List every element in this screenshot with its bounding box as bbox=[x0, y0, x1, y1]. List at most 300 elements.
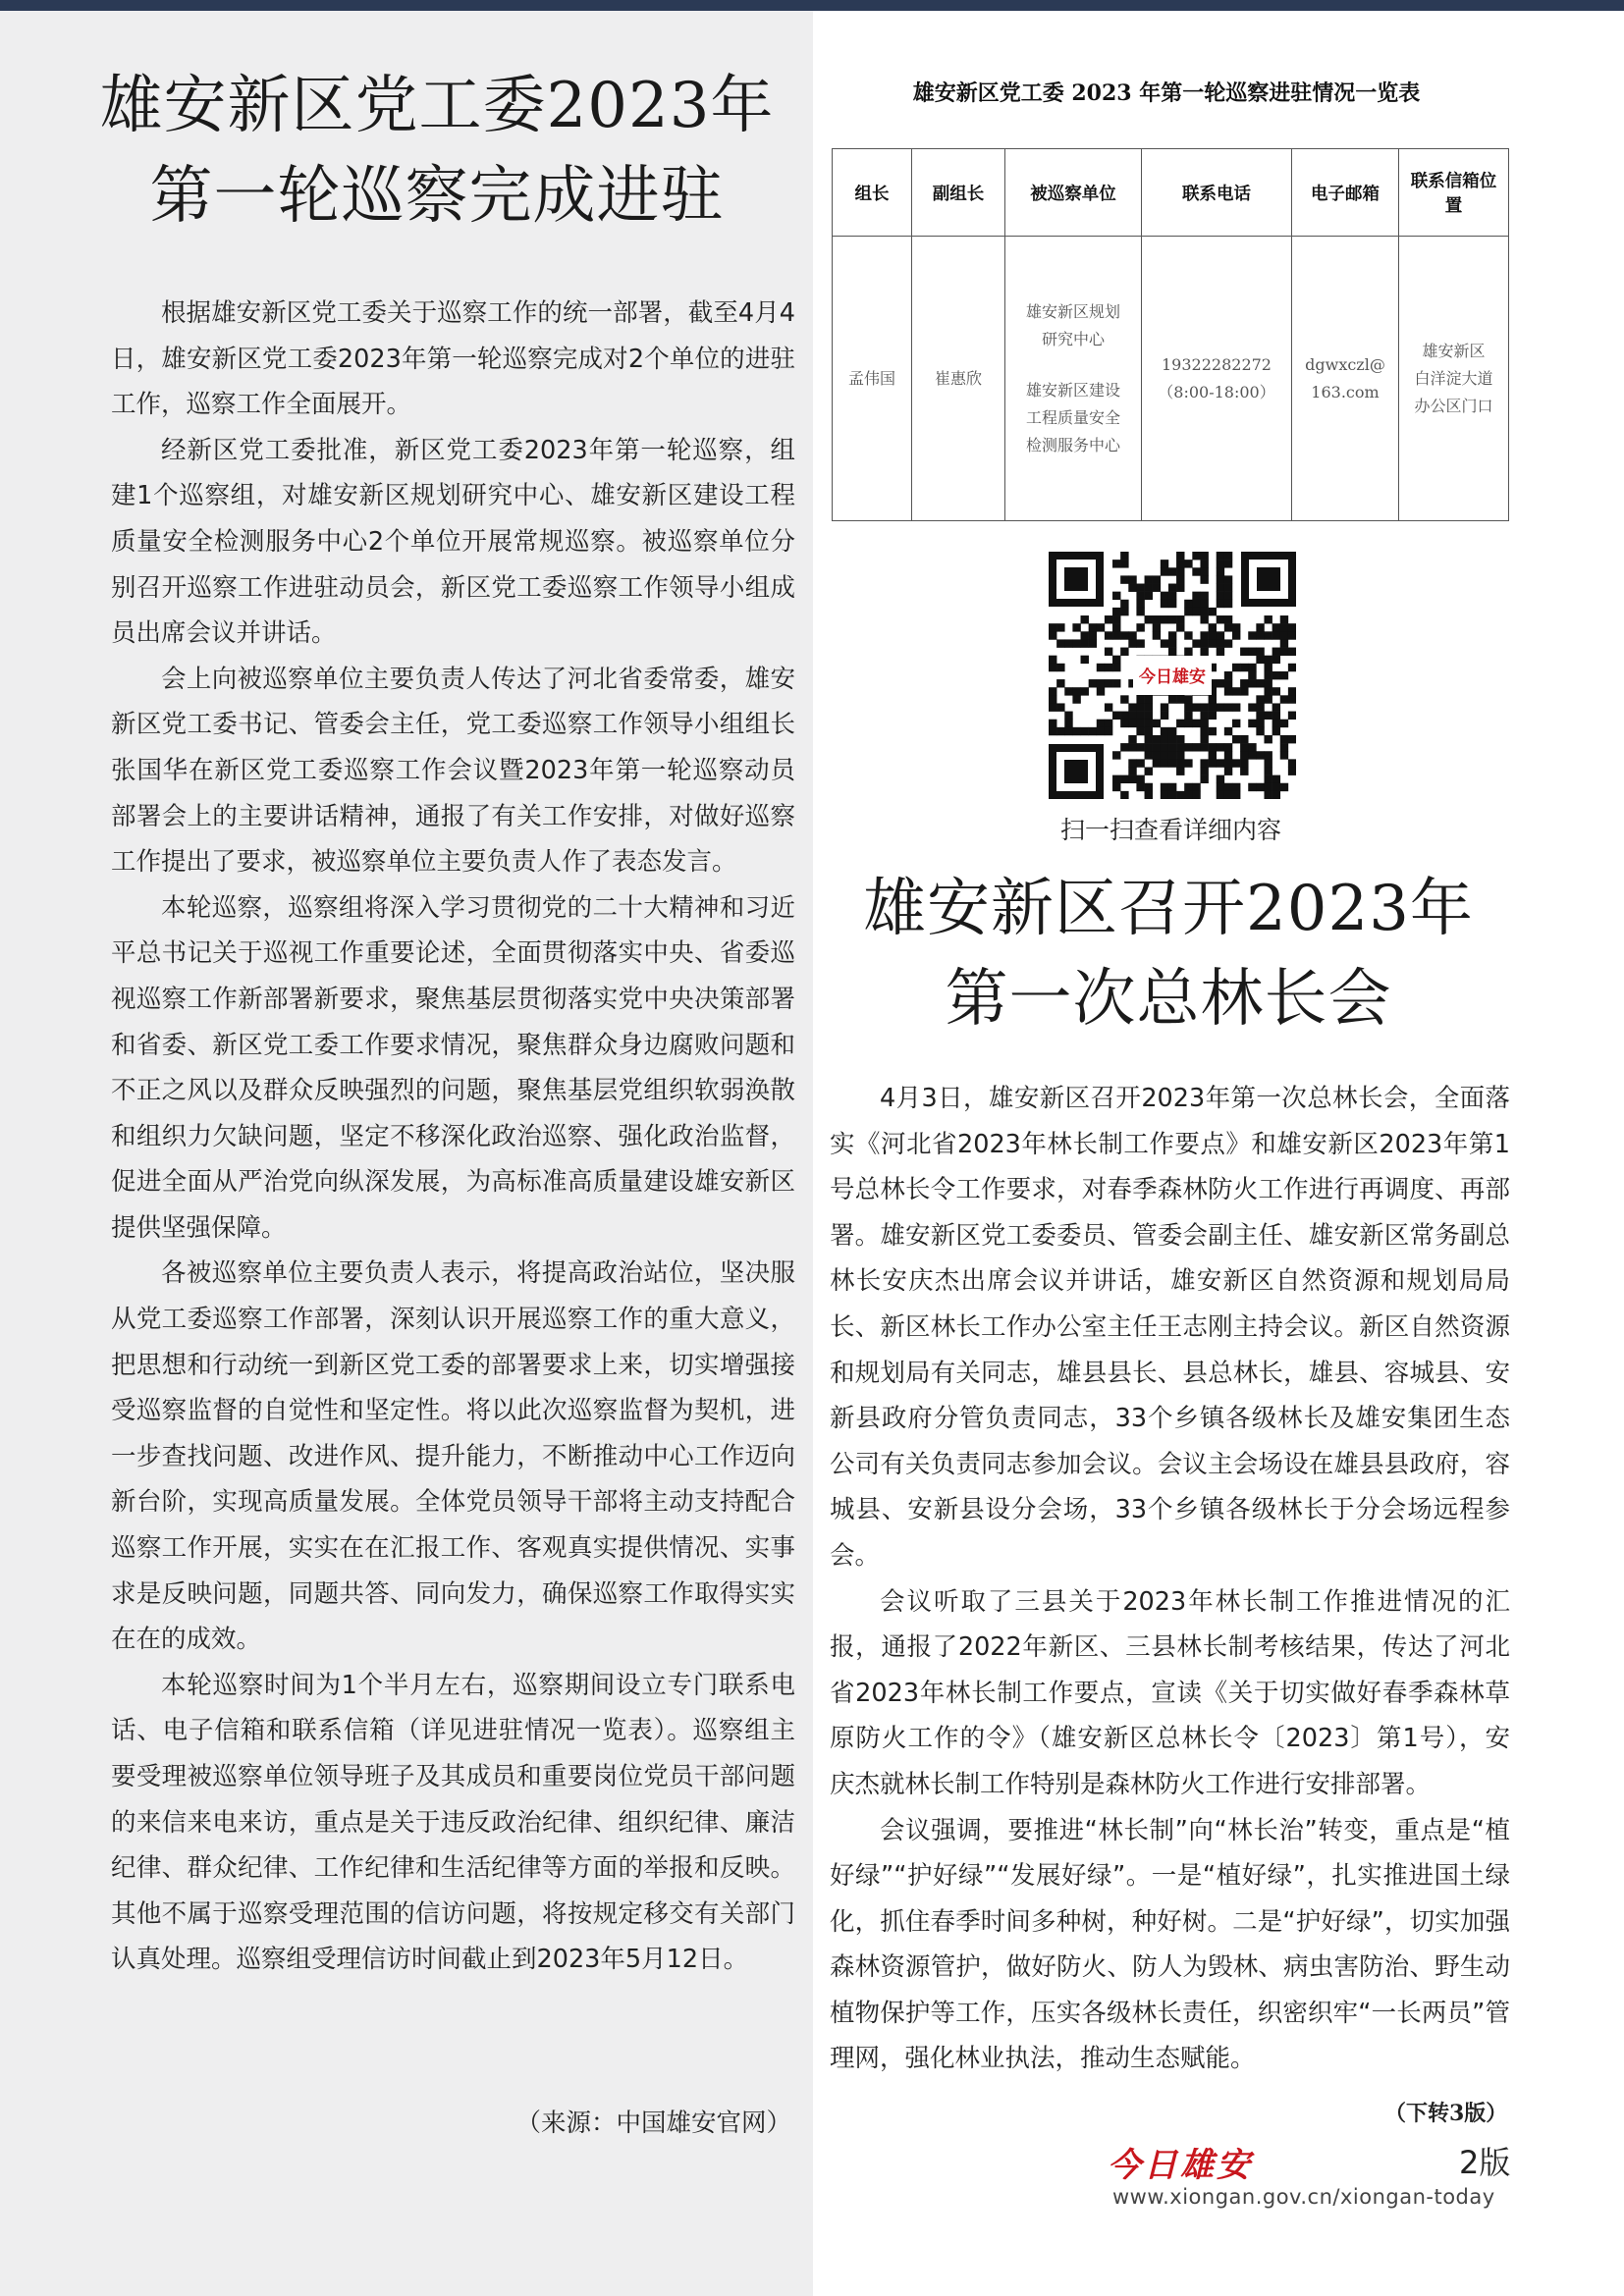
qr-module bbox=[1240, 751, 1248, 759]
qr-module bbox=[1161, 592, 1168, 600]
qr-module bbox=[1240, 648, 1248, 656]
qr-module bbox=[1256, 695, 1264, 703]
qr-module bbox=[1256, 751, 1264, 759]
qr-module bbox=[1145, 783, 1153, 791]
qr-module bbox=[1209, 639, 1217, 647]
qr-module bbox=[1112, 656, 1120, 664]
qr-module bbox=[1112, 615, 1120, 623]
qr-module bbox=[1136, 783, 1144, 791]
qr-module bbox=[1136, 695, 1144, 703]
qr-module bbox=[1145, 727, 1153, 735]
qr-module bbox=[1217, 679, 1224, 687]
left-paragraph: 经新区党工委批准，新区党工委2023年第一轮巡察，组建1个巡察组，对雄安新区规划研究中心、雄安新区建设工程质量安全检测服务中心2个单位开展常规巡察。被巡察单位分别召开巡察工作进驻动员会，新区党工委巡察工作领导小组成员出席会议并讲话。 bbox=[111, 435, 795, 649]
table-row bbox=[833, 237, 1509, 521]
qr-module bbox=[1224, 600, 1232, 608]
qr-module bbox=[1105, 648, 1112, 656]
qr-module bbox=[1153, 623, 1161, 631]
qr-module bbox=[1209, 631, 1217, 639]
qr-module bbox=[1224, 767, 1232, 774]
qr-module bbox=[1217, 567, 1224, 575]
mailbox-line: 雄安新区 bbox=[1422, 341, 1486, 360]
qr-module bbox=[1256, 648, 1264, 656]
table-header: 组长 bbox=[833, 149, 912, 237]
qr-module bbox=[1256, 720, 1264, 727]
qr-module bbox=[1248, 720, 1256, 727]
qr-module bbox=[1248, 631, 1256, 639]
qr-module bbox=[1153, 584, 1161, 592]
table-title: 雄安新区党工委 2023 年第一轮巡察进驻情况一览表 bbox=[912, 80, 1421, 106]
qr-module bbox=[1192, 552, 1200, 560]
qr-module bbox=[1240, 679, 1248, 687]
qr-module bbox=[1176, 735, 1184, 743]
qr-module bbox=[1200, 639, 1208, 647]
qr-module bbox=[1232, 623, 1240, 631]
qr-module bbox=[1217, 584, 1224, 592]
qr-module bbox=[1097, 664, 1105, 671]
qr-module bbox=[1264, 695, 1272, 703]
right-paragraph: 4月3日，雄安新区召开2023年第一次总林长会，全面落实《河北省2023年林长制工作要点》和雄安新区2023年第1号总林长令工作要求，对春季森林防火工作进行再调度、再部署。雄安新区党工委委员、管委会副主任、雄安新区常务副总林长安庆杰出席会议并讲话，雄安新区自然资源和规划局局长、新区林长工作办公室主任王志刚主持会议。新区自然资源和规划局有关同志，雄县县长、县总林长，雄县、容城县、安新县政府分管负责同志，33个乡镇各级林长及雄安集团生态公司有关负责同志参加会议。会议主会场设在雄县县政府，容城县、安新县设分会场，33个乡镇各级林长于分会场远程参会。 bbox=[830, 1084, 1510, 1571]
qr-module bbox=[1145, 743, 1153, 751]
qr-module bbox=[1161, 759, 1168, 767]
qr-module bbox=[1176, 751, 1184, 759]
qr-module bbox=[1264, 783, 1272, 791]
qr-module bbox=[1081, 631, 1089, 639]
qr-module bbox=[1209, 743, 1217, 751]
qr-module bbox=[1128, 639, 1136, 647]
qr-module bbox=[1288, 631, 1296, 639]
qr-module bbox=[1264, 664, 1272, 671]
qr-module bbox=[1232, 783, 1240, 791]
qr-module bbox=[1272, 712, 1280, 720]
qr-module bbox=[1200, 567, 1208, 575]
qr-module bbox=[1064, 687, 1072, 695]
qr-module bbox=[1192, 600, 1200, 608]
qr-module bbox=[1240, 743, 1248, 751]
qr-module bbox=[1200, 560, 1208, 567]
email-line: dgwxczl@ bbox=[1305, 354, 1385, 374]
qr-module bbox=[1072, 623, 1080, 631]
qr-module bbox=[1145, 735, 1153, 743]
website-link[interactable]: www.xiongan.gov.cn/xiongan-today bbox=[1112, 2185, 1495, 2209]
qr-module bbox=[1168, 648, 1176, 656]
qr-module bbox=[1200, 631, 1208, 639]
qr-module bbox=[1168, 600, 1176, 608]
qr-module bbox=[1161, 639, 1168, 647]
continued-note: （下转3版） bbox=[1384, 2101, 1508, 2126]
qr-module bbox=[1192, 592, 1200, 600]
qr-module bbox=[1232, 735, 1240, 743]
qr-module bbox=[1176, 623, 1184, 631]
qr-module bbox=[1288, 695, 1296, 703]
qr-module bbox=[1256, 727, 1264, 735]
qr-code[interactable] bbox=[1049, 552, 1296, 799]
qr-module bbox=[1128, 575, 1136, 583]
qr-module bbox=[1056, 727, 1064, 735]
right-title-line-1: 雄安新区召开2023年 bbox=[863, 873, 1474, 945]
qr-finder-bottom-left bbox=[1049, 744, 1104, 799]
qr-module bbox=[1176, 584, 1184, 592]
qr-module bbox=[1081, 639, 1089, 647]
qr-module bbox=[1256, 703, 1264, 711]
qr-module bbox=[1217, 552, 1224, 560]
qr-module bbox=[1105, 631, 1112, 639]
qr-module bbox=[1240, 735, 1248, 743]
qr-module bbox=[1176, 759, 1184, 767]
cell-phone bbox=[1142, 237, 1292, 521]
qr-module bbox=[1112, 712, 1120, 720]
qr-module bbox=[1232, 664, 1240, 671]
qr-module bbox=[1272, 791, 1280, 799]
qr-module bbox=[1248, 703, 1256, 711]
qr-module bbox=[1200, 727, 1208, 735]
table-header: 联系电话 bbox=[1142, 149, 1292, 237]
phone-hours: （8:00-18:00） bbox=[1158, 382, 1275, 401]
qr-module bbox=[1168, 743, 1176, 751]
qr-module bbox=[1136, 584, 1144, 592]
qr-module bbox=[1217, 743, 1224, 751]
qr-module bbox=[1097, 623, 1105, 631]
mailbox-line: 办公区门口 bbox=[1414, 396, 1493, 415]
qr-module bbox=[1209, 623, 1217, 631]
qr-module bbox=[1161, 560, 1168, 567]
qr-module bbox=[1200, 600, 1208, 608]
table-header-row bbox=[833, 149, 1509, 237]
qr-module bbox=[1209, 759, 1217, 767]
qr-module bbox=[1145, 695, 1153, 703]
qr-module bbox=[1136, 600, 1144, 608]
qr-module bbox=[1112, 664, 1120, 671]
qr-module bbox=[1128, 767, 1136, 774]
qr-module bbox=[1224, 743, 1232, 751]
qr-module bbox=[1217, 631, 1224, 639]
qr-module bbox=[1089, 631, 1097, 639]
qr-module bbox=[1184, 720, 1192, 727]
qr-module bbox=[1049, 687, 1056, 695]
qr-module bbox=[1153, 575, 1161, 583]
qr-module bbox=[1209, 703, 1217, 711]
qr-module bbox=[1256, 679, 1264, 687]
qr-module bbox=[1056, 703, 1064, 711]
qr-module bbox=[1049, 631, 1056, 639]
qr-module bbox=[1161, 751, 1168, 759]
qr-module bbox=[1112, 623, 1120, 631]
qr-module bbox=[1176, 720, 1184, 727]
qr-module bbox=[1272, 687, 1280, 695]
qr-module bbox=[1112, 560, 1120, 567]
qr-module bbox=[1272, 703, 1280, 711]
qr-module bbox=[1217, 648, 1224, 656]
cell-units bbox=[1005, 237, 1142, 521]
qr-module bbox=[1161, 743, 1168, 751]
qr-module bbox=[1217, 783, 1224, 791]
qr-module bbox=[1288, 735, 1296, 743]
qr-module bbox=[1145, 703, 1153, 711]
qr-module bbox=[1224, 727, 1232, 735]
table-header: 联系信箱位置 bbox=[1399, 149, 1509, 237]
qr-module bbox=[1161, 615, 1168, 623]
qr-module bbox=[1232, 631, 1240, 639]
unit-line: 雄安新区建设 bbox=[1025, 380, 1120, 400]
qr-module bbox=[1145, 592, 1153, 600]
qr-module bbox=[1200, 775, 1208, 783]
qr-module bbox=[1145, 584, 1153, 592]
qr-module bbox=[1264, 759, 1272, 767]
qr-module bbox=[1288, 623, 1296, 631]
qr-module bbox=[1200, 759, 1208, 767]
cell-email bbox=[1292, 237, 1399, 521]
qr-module bbox=[1248, 751, 1256, 759]
qr-finder-top-left bbox=[1049, 552, 1104, 607]
qr-module bbox=[1184, 648, 1192, 656]
qr-module bbox=[1264, 679, 1272, 687]
unit-line: 研究中心 bbox=[1041, 329, 1105, 348]
qr-module bbox=[1049, 623, 1056, 631]
qr-module bbox=[1192, 720, 1200, 727]
qr-module bbox=[1064, 720, 1072, 727]
qr-logo-text: 今日雄安 bbox=[1139, 667, 1206, 686]
qr-module bbox=[1128, 775, 1136, 783]
qr-module bbox=[1128, 703, 1136, 711]
qr-module bbox=[1224, 671, 1232, 679]
qr-module bbox=[1081, 687, 1089, 695]
qr-module bbox=[1200, 592, 1208, 600]
qr-module bbox=[1145, 615, 1153, 623]
qr-module bbox=[1153, 720, 1161, 727]
qr-module bbox=[1280, 783, 1288, 791]
qr-module bbox=[1064, 712, 1072, 720]
qr-module bbox=[1153, 759, 1161, 767]
qr-module bbox=[1264, 671, 1272, 679]
qr-module bbox=[1184, 560, 1192, 567]
left-title-line-1: 雄安新区党工委2023年 bbox=[99, 70, 775, 142]
qr-module bbox=[1184, 791, 1192, 799]
qr-module bbox=[1072, 687, 1080, 695]
page-number: 2版 bbox=[1459, 2144, 1511, 2181]
qr-module bbox=[1184, 712, 1192, 720]
qr-module bbox=[1105, 664, 1112, 671]
qr-module bbox=[1209, 608, 1217, 615]
qr-module bbox=[1184, 759, 1192, 767]
qr-module bbox=[1200, 735, 1208, 743]
qr-module bbox=[1128, 712, 1136, 720]
qr-module bbox=[1136, 592, 1144, 600]
qr-finder-top-right bbox=[1241, 552, 1296, 607]
qr-module bbox=[1224, 679, 1232, 687]
qr-module bbox=[1217, 615, 1224, 623]
qr-module bbox=[1176, 567, 1184, 575]
left-paragraph: 本轮巡察时间为1个半月左右，巡察期间设立专门联系电话、电子信箱和联系信箱（详见进驻情况一览表）。巡察组主要受理被巡察单位领导班子及其成员和重要岗位党员干部问题的来信来电来访，重点是关于违反政治纪律、组织纪律、廉洁纪律、群众纪律、工作纪律和生活纪律等方面的举报和反映。其他不属于巡察受理范围的信访问题，将按规定移交有关部门认真处理。巡察组受理信访时间截止到2023年5月12日。 bbox=[111, 1670, 795, 1975]
qr-module bbox=[1184, 631, 1192, 639]
unit-line: 检测服务中心 bbox=[1025, 435, 1120, 454]
qr-module bbox=[1120, 695, 1128, 703]
qr-module bbox=[1176, 552, 1184, 560]
qr-module bbox=[1240, 767, 1248, 774]
qr-module bbox=[1136, 623, 1144, 631]
qr-module bbox=[1128, 743, 1136, 751]
qr-module bbox=[1232, 720, 1240, 727]
qr-module bbox=[1120, 631, 1128, 639]
qr-module bbox=[1209, 751, 1217, 759]
brand-logo: 今日雄安 bbox=[1108, 2146, 1253, 2185]
qr-module bbox=[1217, 600, 1224, 608]
qr-module bbox=[1049, 664, 1056, 671]
qr-module bbox=[1192, 567, 1200, 575]
qr-module bbox=[1280, 743, 1288, 751]
qr-module bbox=[1168, 791, 1176, 799]
qr-module bbox=[1280, 735, 1288, 743]
qr-module bbox=[1072, 639, 1080, 647]
qr-module bbox=[1112, 592, 1120, 600]
qr-module bbox=[1264, 687, 1272, 695]
inspection-table bbox=[832, 148, 1509, 521]
qr-module bbox=[1105, 703, 1112, 711]
qr-module bbox=[1081, 727, 1089, 735]
qr-module bbox=[1264, 775, 1272, 783]
qr-module bbox=[1056, 623, 1064, 631]
qr-module bbox=[1136, 743, 1144, 751]
right-paragraph: 会议强调，要推进“林长制”向“林长治”转变，重点是“植好绿”“护好绿”“发展好绿”。一是“植好绿”，扎实推进国土绿化，抓住春季时间多种树，种好树。二是“护好绿”，切实加强森林资源管护，做好防火、防人为毁林、病虫害防治、野生动植物保护等工作，压实各级林长责任，织密织牢“一长两员”管理网，强化林业执法，推动生态赋能。 bbox=[830, 1815, 1510, 2074]
qr-module bbox=[1280, 671, 1288, 679]
qr-module bbox=[1288, 759, 1296, 767]
qr-module bbox=[1153, 743, 1161, 751]
table-header: 被巡察单位 bbox=[1005, 149, 1142, 237]
qr-module bbox=[1272, 783, 1280, 791]
qr-module bbox=[1168, 631, 1176, 639]
qr-module bbox=[1184, 695, 1192, 703]
top-accent-bar bbox=[0, 0, 1624, 11]
qr-module bbox=[1097, 720, 1105, 727]
table-header: 电子邮箱 bbox=[1292, 149, 1399, 237]
qr-module bbox=[1240, 759, 1248, 767]
qr-module bbox=[1112, 775, 1120, 783]
cell-deputy: 崔惠欣 bbox=[912, 237, 1005, 521]
article-source: （来源：中国雄安官网） bbox=[515, 2109, 791, 2138]
qr-module bbox=[1209, 712, 1217, 720]
qr-module bbox=[1264, 791, 1272, 799]
qr-module bbox=[1200, 712, 1208, 720]
qr-module bbox=[1256, 783, 1264, 791]
qr-module bbox=[1217, 592, 1224, 600]
qr-module bbox=[1248, 648, 1256, 656]
qr-module bbox=[1161, 600, 1168, 608]
qr-module bbox=[1105, 615, 1112, 623]
qr-module bbox=[1224, 783, 1232, 791]
qr-module bbox=[1168, 695, 1176, 703]
qr-module bbox=[1112, 783, 1120, 791]
qr-module bbox=[1145, 575, 1153, 583]
qr-module bbox=[1280, 639, 1288, 647]
qr-module bbox=[1200, 703, 1208, 711]
qr-module bbox=[1232, 703, 1240, 711]
qr-module bbox=[1136, 712, 1144, 720]
qr-module bbox=[1184, 608, 1192, 615]
qr-module bbox=[1248, 783, 1256, 791]
qr-module bbox=[1217, 791, 1224, 799]
right-article-title bbox=[825, 864, 1512, 1044]
mailbox-line: 白洋淀大道 bbox=[1414, 368, 1493, 388]
qr-module bbox=[1049, 695, 1056, 703]
qr-module bbox=[1145, 720, 1153, 727]
qr-module bbox=[1120, 648, 1128, 656]
qr-module bbox=[1081, 615, 1089, 623]
qr-module bbox=[1153, 631, 1161, 639]
qr-module bbox=[1232, 759, 1240, 767]
qr-module bbox=[1161, 783, 1168, 791]
qr-module bbox=[1192, 743, 1200, 751]
qr-module bbox=[1097, 679, 1105, 687]
email-line: 163.com bbox=[1311, 382, 1380, 401]
qr-module bbox=[1217, 759, 1224, 767]
qr-module bbox=[1064, 727, 1072, 735]
qr-module bbox=[1176, 560, 1184, 567]
qr-module bbox=[1224, 560, 1232, 567]
qr-module bbox=[1145, 791, 1153, 799]
qr-module bbox=[1272, 656, 1280, 664]
qr-module bbox=[1264, 751, 1272, 759]
qr-module bbox=[1272, 671, 1280, 679]
qr-module bbox=[1224, 791, 1232, 799]
qr-module bbox=[1176, 695, 1184, 703]
qr-module bbox=[1256, 631, 1264, 639]
unit-line: 工程质量安全 bbox=[1025, 407, 1120, 427]
cell-leader: 孟伟国 bbox=[833, 237, 912, 521]
qr-module bbox=[1232, 687, 1240, 695]
left-paragraph: 会上向被巡察单位主要负责人传达了河北省委常委，雄安新区党工委书记、管委会主任，党工委巡察工作领导小组组长张国华在新区党工委巡察工作会议暨2023年第一轮巡察动员部署会上的主要讲话精神，通报了有关工作安排，对做好巡察工作提出了要求，被巡察单位主要负责人作了表态发言。 bbox=[111, 664, 795, 878]
qr-module bbox=[1153, 735, 1161, 743]
qr-module bbox=[1217, 703, 1224, 711]
qr-module bbox=[1072, 695, 1080, 703]
qr-module bbox=[1184, 703, 1192, 711]
qr-module bbox=[1200, 575, 1208, 583]
qr-module bbox=[1168, 592, 1176, 600]
qr-module bbox=[1240, 687, 1248, 695]
qr-module bbox=[1089, 639, 1097, 647]
qr-module bbox=[1145, 767, 1153, 774]
qr-module bbox=[1120, 720, 1128, 727]
qr-module bbox=[1280, 648, 1288, 656]
qr-module bbox=[1168, 735, 1176, 743]
qr-module bbox=[1280, 615, 1288, 623]
qr-module bbox=[1224, 687, 1232, 695]
qr-module bbox=[1089, 727, 1097, 735]
left-paragraph: 根据雄安新区党工委关于巡察工作的统一部署，截至4月4日，雄安新区党工委2023年第一轮巡察完成对2个单位的进驻工作，巡察工作全面展开。 bbox=[111, 298, 795, 420]
qr-module bbox=[1200, 552, 1208, 560]
qr-module bbox=[1089, 623, 1097, 631]
qr-module bbox=[1128, 720, 1136, 727]
left-article-title bbox=[79, 61, 795, 241]
qr-module bbox=[1120, 791, 1128, 799]
qr-module bbox=[1112, 631, 1120, 639]
unit-line: 雄安新区规划 bbox=[1025, 301, 1120, 321]
qr-module bbox=[1128, 735, 1136, 743]
qr-module bbox=[1153, 615, 1161, 623]
qr-module bbox=[1192, 608, 1200, 615]
qr-module bbox=[1280, 751, 1288, 759]
qr-module bbox=[1184, 743, 1192, 751]
qr-module bbox=[1168, 751, 1176, 759]
qr-module bbox=[1049, 703, 1056, 711]
qr-module bbox=[1288, 712, 1296, 720]
qr-module bbox=[1097, 727, 1105, 735]
qr-module bbox=[1272, 720, 1280, 727]
left-paragraph: 本轮巡察，巡察组将深入学习贯彻党的二十大精神和习近平总书记关于巡视工作重要论述，全面贯彻落实中央、省委巡视巡察工作新部署新要求，聚焦基层贯彻落实党中央决策部署和省委、新区党工委工作要求情况，聚焦群众身边腐败问题和不正之风以及群众反映强烈的问题，聚焦基层党组织软弱涣散和组织力欠缺问题，坚定不移深化政治巡察、强化政治监督，促进全面从严治党向纵深发展，为高标准高质量建设雄安新区提供坚强保障。 bbox=[111, 892, 795, 1243]
qr-module bbox=[1232, 791, 1240, 799]
left-paragraph: 各被巡察单位主要负责人表示，将提高政治站位，坚决服从党工委巡察工作部署，深刻认识开展巡察工作的重大意义，把思想和行动统一到新区党工委的部署要求上来，切实增强接受巡察监督的自觉性和坚定性。将以此次巡察监督为契机，进一步查找问题、改进作风、提升能力，不断推动中心工作迈向新台阶，实现高质量发展。全体党员领导干部将主动支持配合巡察工作开展，实实在在汇报工作、客观真实提供情况、实事求是反映问题，同题共答、同向发力，确保巡察工作取得实实在在的成效。 bbox=[111, 1258, 795, 1655]
qr-module bbox=[1049, 727, 1056, 735]
qr-module bbox=[1209, 695, 1217, 703]
qr-module bbox=[1161, 727, 1168, 735]
qr-module bbox=[1120, 775, 1128, 783]
